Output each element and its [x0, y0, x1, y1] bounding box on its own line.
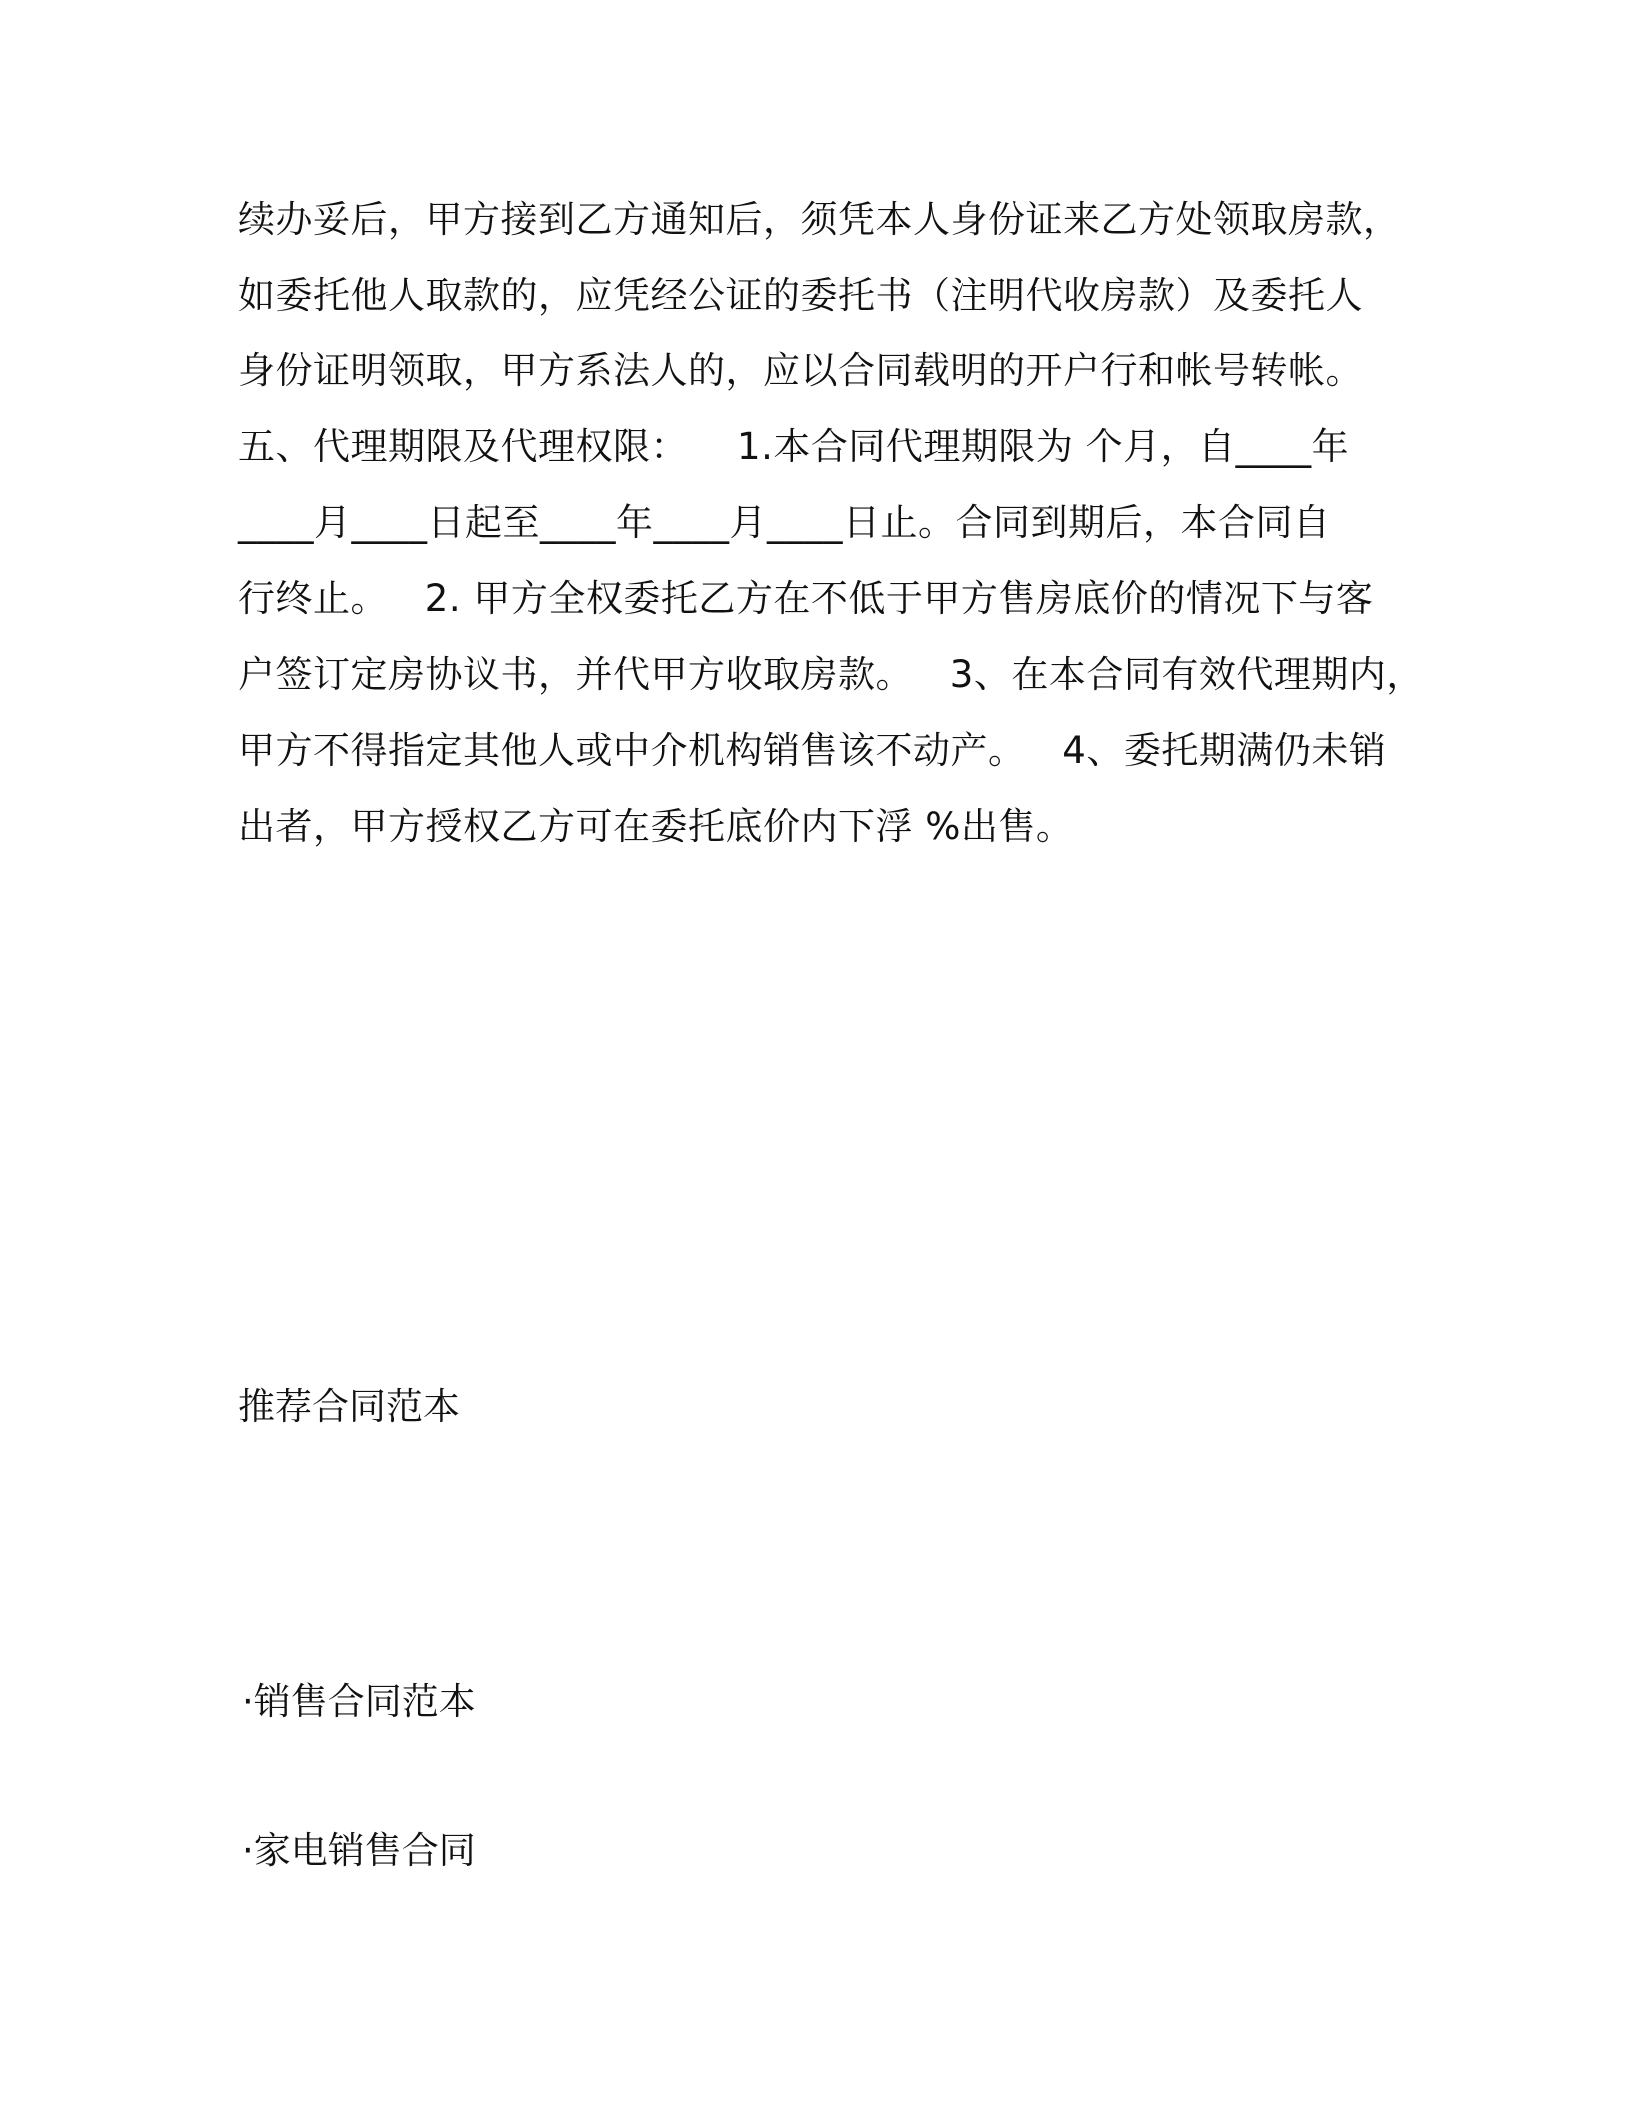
- body-line-7: 户签订定房协议书，并代甲方收取房款。 3、在本合同有效代理期内，: [238, 653, 1424, 696]
- recommend-link-appliance-contract[interactable]: ·家电销售合同: [242, 1829, 476, 1872]
- body-line-9: 出者，甲方授权乙方可在委托底价内下浮 %出售。: [238, 805, 1074, 848]
- body-line-8: 甲方不得指定其他人或中介机构销售该不动产。 4、委托期满仍未销: [238, 729, 1387, 772]
- body-line-1: 续办妥后，甲方接到乙方通知后，须凭本人身份证来乙方处领取房款，: [238, 198, 1401, 241]
- body-line-2: 如委托他人取款的，应凭经公证的委托书（注明代收房款）及委托人: [238, 274, 1363, 317]
- body-line-6: 行终止。 2. 甲方全权委托乙方在不低于甲方售房底价的情况下与客: [238, 577, 1374, 620]
- body-line-5: ____月____日起至____年____月____日止。合同到期后，本合同自: [238, 501, 1331, 544]
- recommend-link-sales-contract[interactable]: ·销售合同范本: [242, 1680, 476, 1723]
- recommend-heading: 推荐合同范本: [238, 1385, 460, 1428]
- body-line-3: 身份证明领取，甲方系法人的，应以合同载明的开户行和帐号转帐。: [238, 349, 1363, 392]
- body-line-4: 五、代理期限及代理权限： 1.本合同代理期限为 个月，自____年: [238, 425, 1350, 468]
